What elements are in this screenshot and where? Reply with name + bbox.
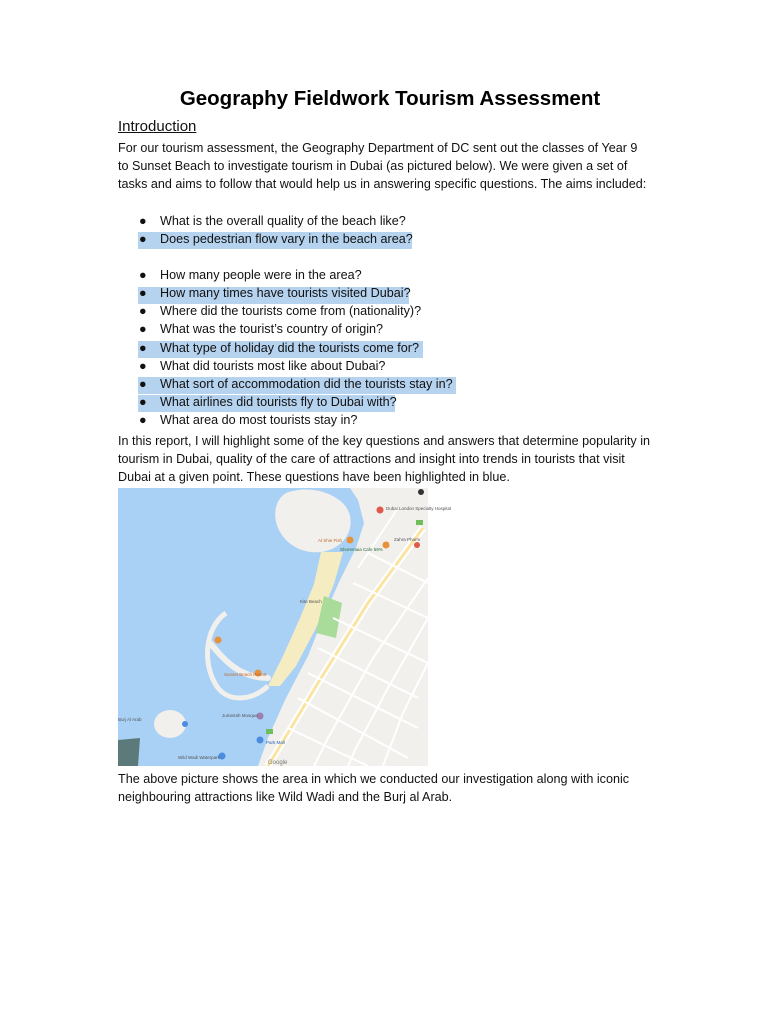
list-item: ● What is the overall quality of the beach like? xyxy=(118,212,678,230)
report-line: In this report, I will highlight some of the key questions and answers that determine popularity in xyxy=(118,434,651,448)
caption-line: The above picture shows the area in which we conducted our investigation along with iconic xyxy=(118,772,630,786)
bullet-icon: ● xyxy=(139,394,147,409)
section-heading-introduction: Introduction xyxy=(118,118,197,135)
hospital-label: Dubai London Specialty Hospital xyxy=(386,506,452,511)
map-caption xyxy=(118,770,688,806)
bullet-icon: ● xyxy=(139,214,147,228)
intro-line: tasks and aims to follow that would help us in answering specific questions. The aims included: xyxy=(118,177,647,191)
cafe-label: Shoremaia Cafe 59% xyxy=(340,547,383,552)
caption-line: neighbouring attractions like Wild Wadi and the Burj al Arab. xyxy=(118,790,453,804)
resort-label: Sunset Beach Resort xyxy=(224,672,267,677)
hotel-label: Burj Al Arab xyxy=(118,717,142,722)
list-item: ● What sort of accommodation did the tourists stay in? xyxy=(118,375,678,393)
pharmacy-label: Zahra Pharm xyxy=(394,537,421,542)
intro-line: to Sunset Beach to investigate tourism in Dubai (as pictured below). We were given a set of xyxy=(118,159,628,173)
bullet-icon: ● xyxy=(139,304,147,319)
google-logo-label: Google xyxy=(268,760,288,766)
intro-paragraph xyxy=(118,139,688,193)
mosque-label: Jumeirah Mosque xyxy=(222,713,258,718)
list-item: ● How many times have tourists visited Dubai? xyxy=(118,284,678,302)
mall-pin xyxy=(257,737,264,744)
bullet-icon: ● xyxy=(139,412,147,427)
list-item: ● What airlines did tourists fly to Dubai with? xyxy=(118,393,678,411)
hospital-pin xyxy=(377,507,384,514)
restaurant-pin xyxy=(347,537,354,544)
resort-pin xyxy=(215,637,222,644)
list-item: ● What was the tourist’s country of origin? xyxy=(118,320,678,338)
report-line: tourism in Dubai, quality of the care of attractions and insight into trends in tourists that visit xyxy=(118,452,625,466)
list-item: ● What type of holiday did the tourists come for? xyxy=(118,339,678,357)
bullet-icon: ● xyxy=(139,358,147,373)
list-item: ● What did tourists most like about Dubai? xyxy=(118,357,678,375)
bullet-icon: ● xyxy=(139,232,147,247)
waterpark-label: Wild Wadi Waterpark xyxy=(178,755,220,760)
photo-thumbnail xyxy=(118,738,140,766)
document-title: Geography Fieldwork Tourism Assessment xyxy=(179,87,601,110)
beach-label: Kite Beach xyxy=(300,599,322,604)
cafe-pin xyxy=(383,542,390,549)
mall-label: Park Mall xyxy=(266,740,285,745)
transit-marker xyxy=(416,520,423,525)
map-control-icon xyxy=(418,489,424,495)
report-paragraph xyxy=(118,432,688,486)
small-island xyxy=(154,710,186,738)
list-item: ● Where did the tourists come from (nationality)? xyxy=(118,302,678,320)
bullet-icon: ● xyxy=(139,376,147,391)
bullet-icon: ● xyxy=(139,340,147,355)
pharmacy-pin xyxy=(414,542,420,548)
report-line: Dubai at a given point. These questions have been highlighted in blue. xyxy=(118,470,510,484)
beach-area-map xyxy=(118,488,452,766)
bullet-icon: ● xyxy=(139,286,147,301)
transit-marker xyxy=(266,729,273,734)
bullet-icon: ● xyxy=(139,268,147,283)
map-graphic xyxy=(118,488,452,766)
bullet-icon: ● xyxy=(139,322,147,337)
list-item: ● How many people were in the area? xyxy=(118,266,678,284)
list-item: ● What area do most tourists stay in? xyxy=(118,411,678,429)
list-item: ● Does pedestrian flow vary in the beach area? xyxy=(118,230,678,248)
restaurant-label: Al Shie Fish xyxy=(318,538,343,543)
aims-list xyxy=(118,212,678,429)
intro-line: For our tourism assessment, the Geography Department of DC sent out the classes of Year 9 xyxy=(118,141,638,155)
hotel-pin xyxy=(182,721,188,727)
